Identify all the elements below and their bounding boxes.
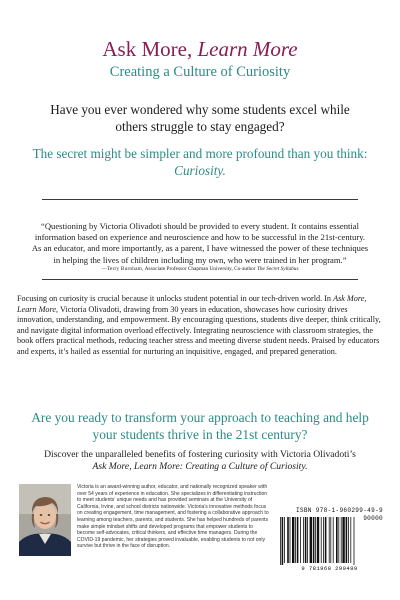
- barcode-bar: [317, 517, 319, 563]
- barcode-bar: [300, 517, 301, 563]
- barcode-bar: [346, 517, 348, 563]
- barcode-bar: [307, 517, 308, 563]
- discover-text: Discover the unparalleled benefits of fostering curiosity with Victoria Olivadoti’s: [44, 449, 356, 460]
- divider-bottom: [42, 279, 358, 280]
- barcode-bar: [323, 517, 324, 563]
- attribution-name: —Terry Burnham,: [101, 266, 144, 272]
- barcode-bar: [315, 517, 316, 563]
- barcode-bar: [295, 517, 296, 563]
- barcode-bar: [313, 517, 315, 563]
- book-subtitle: Creating a Culture of Curiosity: [109, 64, 291, 80]
- barcode-bar: [292, 517, 294, 563]
- barcode-bar: [333, 517, 334, 563]
- barcode-bar: [284, 517, 285, 563]
- barcode-bar: [321, 517, 322, 563]
- barcode-bar: [282, 517, 284, 565]
- barcode-bars: [276, 517, 383, 565]
- title-part-1: Ask More,: [102, 37, 198, 61]
- barcode-bar: [329, 517, 330, 563]
- hook-question: Have you ever wondered why some students excel while others struggle to stay engaged?: [50, 102, 350, 134]
- discover-book-title: Ask More, Learn More: Creating a Culture of Curiosity.: [92, 461, 308, 472]
- call-to-action: Are you ready to transform your approach to teaching and help your students thrive in the 21st century?: [31, 410, 369, 442]
- barcode-bar: [310, 517, 312, 563]
- divider-top: [42, 199, 358, 200]
- barcode-bar: [297, 517, 299, 563]
- book-title: [0, 37, 400, 61]
- description-book-title: Ask More, Learn More: [17, 294, 367, 314]
- attribution-book: The Secret Syllabus: [256, 266, 299, 272]
- author-portrait-image: [19, 484, 71, 556]
- isbn-text: ISBN 978-1-960299-49-9: [295, 507, 383, 514]
- book-description: [17, 294, 383, 358]
- barcode-bar: [336, 517, 338, 563]
- barcode-bar: [287, 517, 289, 563]
- barcode-bar: [348, 517, 349, 563]
- description-part-2: , Victoria Olivadoti, drawing from 30 years in education, showcases how curiosity drives innovation, understanding, and empowerment. By encouraging questions, students dive deeper, think critically, and navigate digital information overload effectively. Integrating neuroscience with classroom strategies, the book offers practical methods, reducing teacher stress and meeting diverse student needs. Praised by educators and experts, it’s hailed as essential for nurturing an inquisitive, engaged, and prepared generation.: [17, 304, 381, 356]
- testimonial-quote: “Questioning by Victoria Olivadoti should be provided to every student. It contains essential information based on experience and neuroscience and how to be successful in the 21st-century. As an educator, and more importantly, as a parent, I have witnessed the power of these techniques in helping the lives of children including my own, who were trained in her program.”: [31, 221, 369, 265]
- barcode-bar: [330, 517, 331, 563]
- title-part-2: Learn More: [197, 37, 298, 61]
- testimonial-attribution: [20, 266, 380, 273]
- description-part-1: Focusing on curiosity is crucial because it unlocks student potential in our tech-driven world. In: [17, 294, 334, 303]
- barcode-bar: [290, 517, 291, 563]
- barcode-bar: [303, 517, 304, 563]
- author-bio: Victoria is an award-winning author, educator, and nationally recognized speaker with over 54 years of experience in education. She specializes in differentiating instruction to meet students’ unique needs and has provided seminars at the University of California, Irvine, and school districts nationwide. Victoria’s innovative methods focus on creating engagement, time management, and fostering a collaborative approach to learning among teachers, parents, and students. She has helped hundreds of parents make simple mindset shifts and developed programs that empower students to become self-advocates, critical thinkers, and effective time managers. During the COVID-19 pandemic, her strategies proved invaluable, enabling students to not only survive but thrive in the face of disruption.: [77, 484, 269, 550]
- attribution-role: Associate Professor Chapman University, Co-author: [144, 266, 256, 272]
- barcode-bar: [342, 517, 344, 563]
- barcode-bar: [338, 517, 339, 563]
- barcode-bar: [341, 517, 342, 563]
- barcode-bar: [325, 517, 327, 563]
- barcode-bar: [350, 517, 351, 563]
- barcode-bar: [305, 517, 307, 563]
- secret-line: The secret might be simpler and more profound than you think:: [32, 146, 368, 161]
- price-code: 90000: [363, 515, 383, 522]
- barcode-bar: [280, 517, 281, 565]
- barcode-digits: 9 781960 299499: [301, 565, 358, 572]
- barcode-block: [276, 507, 383, 573]
- discover-line: [20, 449, 380, 473]
- author-photo: [19, 484, 71, 556]
- secret-word: Curiosity.: [174, 163, 226, 178]
- hook-secret: [20, 145, 380, 179]
- barcode-bar: [354, 517, 355, 565]
